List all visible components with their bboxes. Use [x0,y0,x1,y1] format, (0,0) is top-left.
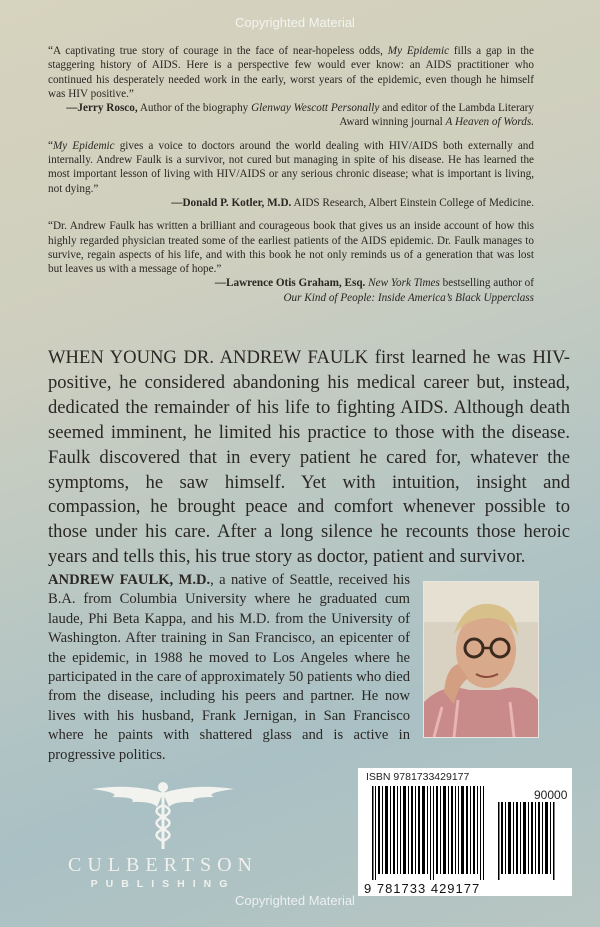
watermark-bottom: Copyrighted Material [235,893,355,908]
barcode-digits: 9 781733 429177 [364,881,481,896]
isbn-label: ISBN 9781733429177 [366,771,470,783]
watermark-top: Copyrighted Material [235,15,355,30]
endorsement-attribution: —Jerry Rosco, Author of the biography Glenway Wescott Personally and editor of the Lambda Literary Award winning journal A Heaven of Words. [66,102,534,129]
caduceus-icon [52,775,274,855]
isbn-barcode [358,768,572,896]
book-blurb: WHEN YOUNG DR. ANDREW FAULK first learned he was HIV-positive, he considered abandoning his medical career but, instead, dedicated the remainder of his life to fighting AIDS. Although death seemed imminent, he limited his practice to those with the disease. Faulk discovered that in every patient he cared for, whatever the symptoms, he saw himself. Yet with intuition, insight and compassion, he brought peace and comfort whenever possible to those under his care. After a long silence he recounts those heroic years and tells this, his true story as doctor, patient and survivor. [48,347,570,568]
publisher-logo [52,775,274,890]
endorsements [48,44,534,314]
barcode-bars [358,768,572,896]
author-bio: ANDREW FAULK, M.D., a native of Seattle, received his B.A. from Columbia University where he graduated cum laude, Phi Beta Kappa, and his M.D. from the University of Washington. After training in San Francisco, an epicenter of the epidemic, in 1988 he moved to Los Angeles where he participated in the care of approximately 50 patients who died from the disease, including his peers and partner. He now lives with his husband, Frank Jernigan, in San Francisco where he paints with shattered glass and is active in progressive politics. [48,572,410,763]
endorsement-attribution: —Lawrence Otis Graham, Esq. New York Times bestselling author of Our Kind of People: Inside America’s Black Upperclass [214,277,534,304]
publisher-subtitle: PUBLISHING [90,878,236,890]
endorsement-kotler: “My Epidemic gives a voice to doctors around the world dealing with HIV/AIDS both externally and internally. Andrew Faulk is a survivor, not cured but managing in spite of his disease. He has learned the most important lesson of living with HIV/AIDS or any serious chronic disease; what is important is living, not dying.” —Donald P. Kotler, M.D. AIDS Research, Albert Einstein College of Medicine. [48,139,534,209]
publisher-name: CULBERTSON [68,854,258,876]
author-photo [423,581,539,738]
price-code: 90000 [534,788,568,802]
endorsement-attribution: —Donald P. Kotler, M.D. AIDS Research, Albert Einstein College of Medicine. [171,196,534,209]
endorsement-graham: “Dr. Andrew Faulk has written a brilliant and courageous book that gives us an inside account of how this highly regarded physician treated some of the earliest patients of the AIDS epidemic. Dr. Faulk manages to survive, regain aspects of his life, and with this book he not only reminds us of a generation that was lost but leaves us with a message of hope.” —Lawrence Otis Graham, Esq. New York Times bestselling author of Our Kind of People: Inside America’s Black Upperclass [48,220,534,304]
endorsement-rosco: “A captivating true story of courage in the face of near-hopeless odds, My Epidemic fills a gap in the staggering history of AIDS. Here is a perspective few would ever know: an AIDS practitioner who continued his desperately needed work in the early, worst years of the epidemic, even though he himself was HIV positive.” —Jerry Rosco, Author of the biography Glenway Wescott Personally and editor of the Lambda Literary Award winning journal A Heaven of Words. [48,45,534,129]
